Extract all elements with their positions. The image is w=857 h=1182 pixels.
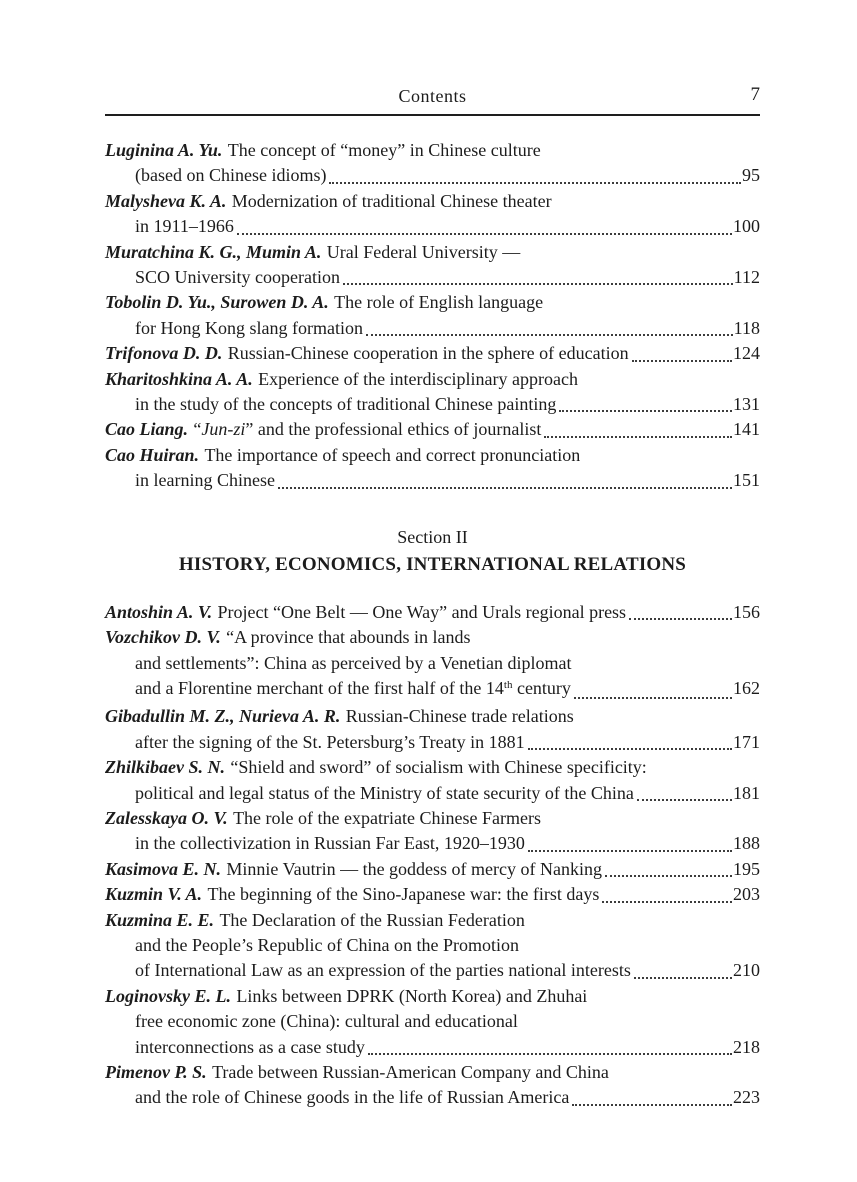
toc-line bbox=[105, 676, 760, 704]
toc-entry bbox=[105, 882, 760, 907]
dot-leader bbox=[237, 233, 732, 235]
toc-line-text bbox=[135, 265, 340, 290]
toc-entry-text: Ural Federal University — bbox=[326, 241, 521, 262]
toc-entry-author: Gibadullin M. Z., Nurieva A. R. bbox=[105, 706, 341, 727]
toc-line bbox=[105, 933, 760, 958]
toc-entry-text-superscript: th bbox=[503, 678, 513, 691]
toc-entry bbox=[105, 138, 760, 189]
toc-entry bbox=[105, 240, 760, 291]
toc-entry-text: after the signing of the St. Petersburg’s Treaty in 1881 bbox=[135, 731, 525, 752]
dot-leader bbox=[632, 360, 732, 362]
toc-line bbox=[105, 189, 760, 214]
dot-leader bbox=[528, 850, 732, 852]
toc-entry-text: The concept of “money” in Chinese culture bbox=[227, 140, 541, 160]
toc-entry-text: interconnections as a case study bbox=[135, 1036, 365, 1057]
toc-entry-author: Loginovsky E. L. bbox=[105, 985, 231, 1006]
toc-entry-text: Minnie Vautrin — the goddess of mercy of Nanking bbox=[226, 858, 603, 879]
toc-line bbox=[105, 367, 760, 392]
toc-entry-text: “ bbox=[193, 419, 202, 440]
toc-entry-page-number: 195 bbox=[733, 858, 760, 879]
toc-entry-text: Trade between Russian-American Company and China bbox=[212, 1062, 609, 1082]
dot-leader bbox=[572, 1104, 732, 1106]
toc-entry-author: Muratchina K. G., Mumin A. bbox=[105, 241, 322, 262]
toc-line-text bbox=[105, 443, 580, 468]
toc-line bbox=[105, 138, 760, 163]
toc-entry-text: The role of the expatriate Chinese Farmers bbox=[233, 807, 541, 828]
toc-line-text bbox=[105, 417, 541, 442]
toc-line-text bbox=[135, 1035, 365, 1060]
toc-entry-text: SCO University cooperation bbox=[135, 267, 340, 288]
toc-entry-author: Pimenov P. S. bbox=[105, 1062, 207, 1082]
toc-entry-text: for Hong Kong slang formation bbox=[135, 317, 363, 338]
toc-entry-text: in 1911–1966 bbox=[135, 216, 234, 237]
toc-entry-page-number: 218 bbox=[733, 1036, 760, 1057]
toc-entry-text-italic: Jun-zi bbox=[201, 419, 246, 440]
running-header bbox=[105, 86, 760, 110]
dot-leader bbox=[329, 182, 741, 184]
toc-line-text bbox=[135, 392, 556, 417]
toc-line bbox=[105, 290, 760, 315]
toc-entry-page-number: 141 bbox=[733, 419, 760, 440]
toc-line bbox=[105, 600, 760, 625]
toc-entry-text: free economic zone (China): cultural and educational bbox=[135, 1011, 518, 1032]
toc-line-text bbox=[105, 240, 520, 265]
toc-entry-page-number: 112 bbox=[733, 267, 760, 288]
toc-entry-text: century bbox=[512, 677, 571, 698]
toc-line-text bbox=[135, 958, 631, 983]
toc-line bbox=[105, 625, 760, 650]
toc-line bbox=[105, 704, 760, 729]
toc-entry-text: in the study of the concepts of traditional Chinese painting bbox=[135, 394, 557, 415]
toc-entry-text: The role of English language bbox=[334, 292, 544, 313]
toc-entry-author: Trifonova D. D. bbox=[105, 343, 223, 364]
toc-entry-text: in the collectivization in Russian Far East, 1920–1930 bbox=[135, 833, 525, 854]
toc-entry-text: in learning Chinese bbox=[135, 470, 275, 491]
toc-entry-page-number: 100 bbox=[733, 216, 760, 237]
toc-section-history-list bbox=[105, 600, 760, 1111]
toc-line-text bbox=[135, 214, 234, 239]
toc-entry-text: “A province that abounds in lands bbox=[226, 627, 471, 648]
toc-line-text bbox=[105, 908, 525, 933]
toc-line-text bbox=[135, 1085, 569, 1110]
toc-entry-page-number: 156 bbox=[733, 601, 760, 622]
toc-line-text bbox=[105, 806, 541, 831]
toc-entry bbox=[105, 625, 760, 704]
toc-entry-text: and a Florentine merchant of the first half of the 14 bbox=[135, 677, 504, 698]
toc-entry-page-number: 118 bbox=[733, 317, 760, 338]
toc-line-text bbox=[135, 316, 363, 341]
toc-entry-author: Vozchikov D. V. bbox=[105, 627, 221, 648]
toc-line-text bbox=[105, 189, 552, 214]
toc-line bbox=[105, 1060, 760, 1085]
dot-leader bbox=[574, 697, 732, 699]
toc-entry-text: Russian-Chinese cooperation in the sphere of education bbox=[227, 343, 629, 364]
toc-entry bbox=[105, 600, 760, 625]
toc-line-text bbox=[105, 341, 629, 366]
toc-entry-author: Kharitoshkina A. A. bbox=[105, 368, 253, 389]
toc-entry-author: Luginina A. Yu. bbox=[105, 140, 223, 160]
toc-line-text bbox=[105, 625, 471, 650]
toc-entry bbox=[105, 1060, 760, 1111]
running-header-title: Contents bbox=[398, 86, 467, 106]
toc-entry-text: The beginning of the Sino-Japanese war: the first days bbox=[207, 884, 600, 905]
toc-line bbox=[105, 831, 760, 856]
toc-line bbox=[105, 316, 760, 341]
toc-entry bbox=[105, 443, 760, 494]
toc-line bbox=[105, 958, 760, 983]
toc-entry bbox=[105, 984, 760, 1060]
toc-line bbox=[105, 730, 760, 755]
toc-entry-text: Russian-Chinese trade relations bbox=[345, 706, 574, 727]
toc-entry-author: Malysheva K. A. bbox=[105, 190, 227, 211]
toc-entry-text: and the role of Chinese goods in the life of Russian America bbox=[135, 1087, 570, 1108]
header-rule bbox=[105, 114, 760, 116]
toc-line bbox=[105, 755, 760, 780]
dot-leader bbox=[528, 748, 732, 750]
toc-entry-text: political and legal status of the Ministry of state security of the China bbox=[135, 782, 634, 803]
toc-entry-author: Zhilkibaev S. N. bbox=[105, 757, 225, 778]
toc-entry-text: ” and the professional ethics of journalist bbox=[245, 419, 542, 440]
toc-line bbox=[105, 1035, 760, 1060]
toc-entry bbox=[105, 857, 760, 882]
toc-entry-text: (based on Chinese idioms) bbox=[135, 165, 327, 186]
toc-line bbox=[105, 908, 760, 933]
toc-entry bbox=[105, 908, 760, 984]
toc-entry-author: Antoshin A. V. bbox=[105, 601, 213, 622]
toc-line-text bbox=[105, 290, 543, 315]
toc-entry-text: and the People’s Republic of China on the Promotion bbox=[135, 934, 519, 955]
toc-entry-text: of International Law as an expression of the parties national interests bbox=[135, 960, 631, 981]
toc-entry-text: “Shield and sword” of socialism with Chinese specificity: bbox=[230, 757, 647, 778]
toc-section-culture-list bbox=[105, 138, 760, 494]
dot-leader bbox=[368, 1053, 732, 1055]
toc-entry-author: Zalesskaya O. V. bbox=[105, 807, 228, 828]
toc-line bbox=[105, 240, 760, 265]
toc-line-text bbox=[105, 704, 574, 729]
running-header-page-number: 7 bbox=[750, 84, 760, 105]
toc-entry-text: Modernization of traditional Chinese theater bbox=[231, 190, 552, 211]
toc-line bbox=[105, 417, 760, 442]
toc-line bbox=[105, 781, 760, 806]
toc-line bbox=[105, 392, 760, 417]
toc-entry-author: Kasimova E. N. bbox=[105, 858, 222, 879]
toc-line bbox=[105, 214, 760, 239]
toc-line-text bbox=[135, 933, 519, 958]
toc-line-text bbox=[135, 468, 275, 493]
dot-leader bbox=[544, 436, 732, 438]
dot-leader bbox=[637, 799, 732, 801]
dot-leader bbox=[559, 410, 732, 412]
toc-line bbox=[105, 651, 760, 676]
toc-entry-page-number: 162 bbox=[733, 677, 760, 698]
toc-line bbox=[105, 468, 760, 493]
dot-leader bbox=[634, 977, 732, 979]
toc-entry-text: The importance of speech and correct pronunciation bbox=[204, 444, 581, 465]
dot-leader bbox=[605, 875, 732, 877]
toc-entry-page-number: 151 bbox=[733, 470, 760, 491]
toc-line-text bbox=[135, 730, 525, 755]
toc-line bbox=[105, 443, 760, 468]
toc-entry-page-number: 95 bbox=[742, 165, 760, 186]
toc-line-text bbox=[135, 651, 572, 676]
toc-entry-page-number: 188 bbox=[733, 833, 760, 854]
toc-line-text bbox=[105, 367, 578, 392]
toc-line bbox=[105, 857, 760, 882]
toc-entry-page-number: 203 bbox=[733, 884, 760, 905]
toc-entry-text: and settlements”: China as perceived by a Venetian diplomat bbox=[135, 652, 572, 673]
dot-leader bbox=[366, 334, 733, 336]
toc-entry-page-number: 223 bbox=[733, 1087, 760, 1108]
toc-entry-author: Tobolin D. Yu., Surowen D. A. bbox=[105, 292, 329, 313]
toc-line-text bbox=[105, 755, 647, 780]
toc-line-text bbox=[105, 138, 541, 163]
toc-entry bbox=[105, 417, 760, 442]
dot-leader bbox=[343, 283, 733, 285]
toc-line-text bbox=[135, 781, 634, 806]
toc-line-text bbox=[105, 600, 626, 625]
toc-entry-text: Project “One Belt — One Way” and Urals regional press bbox=[217, 601, 627, 622]
dot-leader bbox=[629, 618, 732, 620]
toc-line-text bbox=[135, 1009, 518, 1034]
toc-entry-text: Experience of the interdisciplinary approach bbox=[258, 368, 578, 389]
toc-entry-page-number: 210 bbox=[733, 960, 760, 981]
toc-entry-author: Cao Huiran. bbox=[105, 444, 200, 465]
toc-line bbox=[105, 265, 760, 290]
toc-entry bbox=[105, 189, 760, 240]
toc-line bbox=[105, 984, 760, 1009]
section-heading-number: Section II bbox=[397, 526, 468, 547]
toc-entry bbox=[105, 367, 760, 418]
toc-entry bbox=[105, 290, 760, 341]
toc-line-text bbox=[105, 984, 587, 1009]
toc-line bbox=[105, 341, 760, 366]
toc-line-text bbox=[135, 676, 571, 704]
toc-entry-page-number: 124 bbox=[733, 343, 760, 364]
toc-line bbox=[105, 882, 760, 907]
toc-line-text bbox=[105, 882, 599, 907]
toc-line-text bbox=[105, 1060, 609, 1085]
toc-entry-text: Links between DPRK (North Korea) and Zhuhai bbox=[236, 985, 588, 1006]
toc-entry bbox=[105, 806, 760, 857]
toc-entry bbox=[105, 704, 760, 755]
toc-line-text bbox=[135, 831, 525, 856]
toc-line bbox=[105, 1009, 760, 1034]
section-heading-title: HISTORY, ECONOMICS, INTERNATIONAL RELATIONS bbox=[178, 553, 687, 575]
section-heading bbox=[105, 524, 760, 578]
toc-line bbox=[105, 163, 760, 188]
toc-line-text bbox=[105, 857, 602, 882]
toc-entry-author: Kuzmin V. A. bbox=[105, 884, 203, 905]
toc-line-text bbox=[135, 163, 326, 188]
toc-line bbox=[105, 806, 760, 831]
toc-entry bbox=[105, 755, 760, 806]
toc-entry-page-number: 131 bbox=[733, 394, 760, 415]
toc-entry-page-number: 181 bbox=[733, 782, 760, 803]
toc-line bbox=[105, 1085, 760, 1110]
dot-leader bbox=[602, 901, 732, 903]
toc-entry bbox=[105, 341, 760, 366]
toc-entry-author: Kuzmina E. E. bbox=[105, 909, 215, 930]
dot-leader bbox=[278, 487, 732, 489]
toc-entry-author: Cao Liang. bbox=[105, 419, 189, 440]
toc-entry-text: The Declaration of the Russian Federation bbox=[219, 909, 525, 930]
toc-entry-page-number: 171 bbox=[733, 731, 760, 752]
